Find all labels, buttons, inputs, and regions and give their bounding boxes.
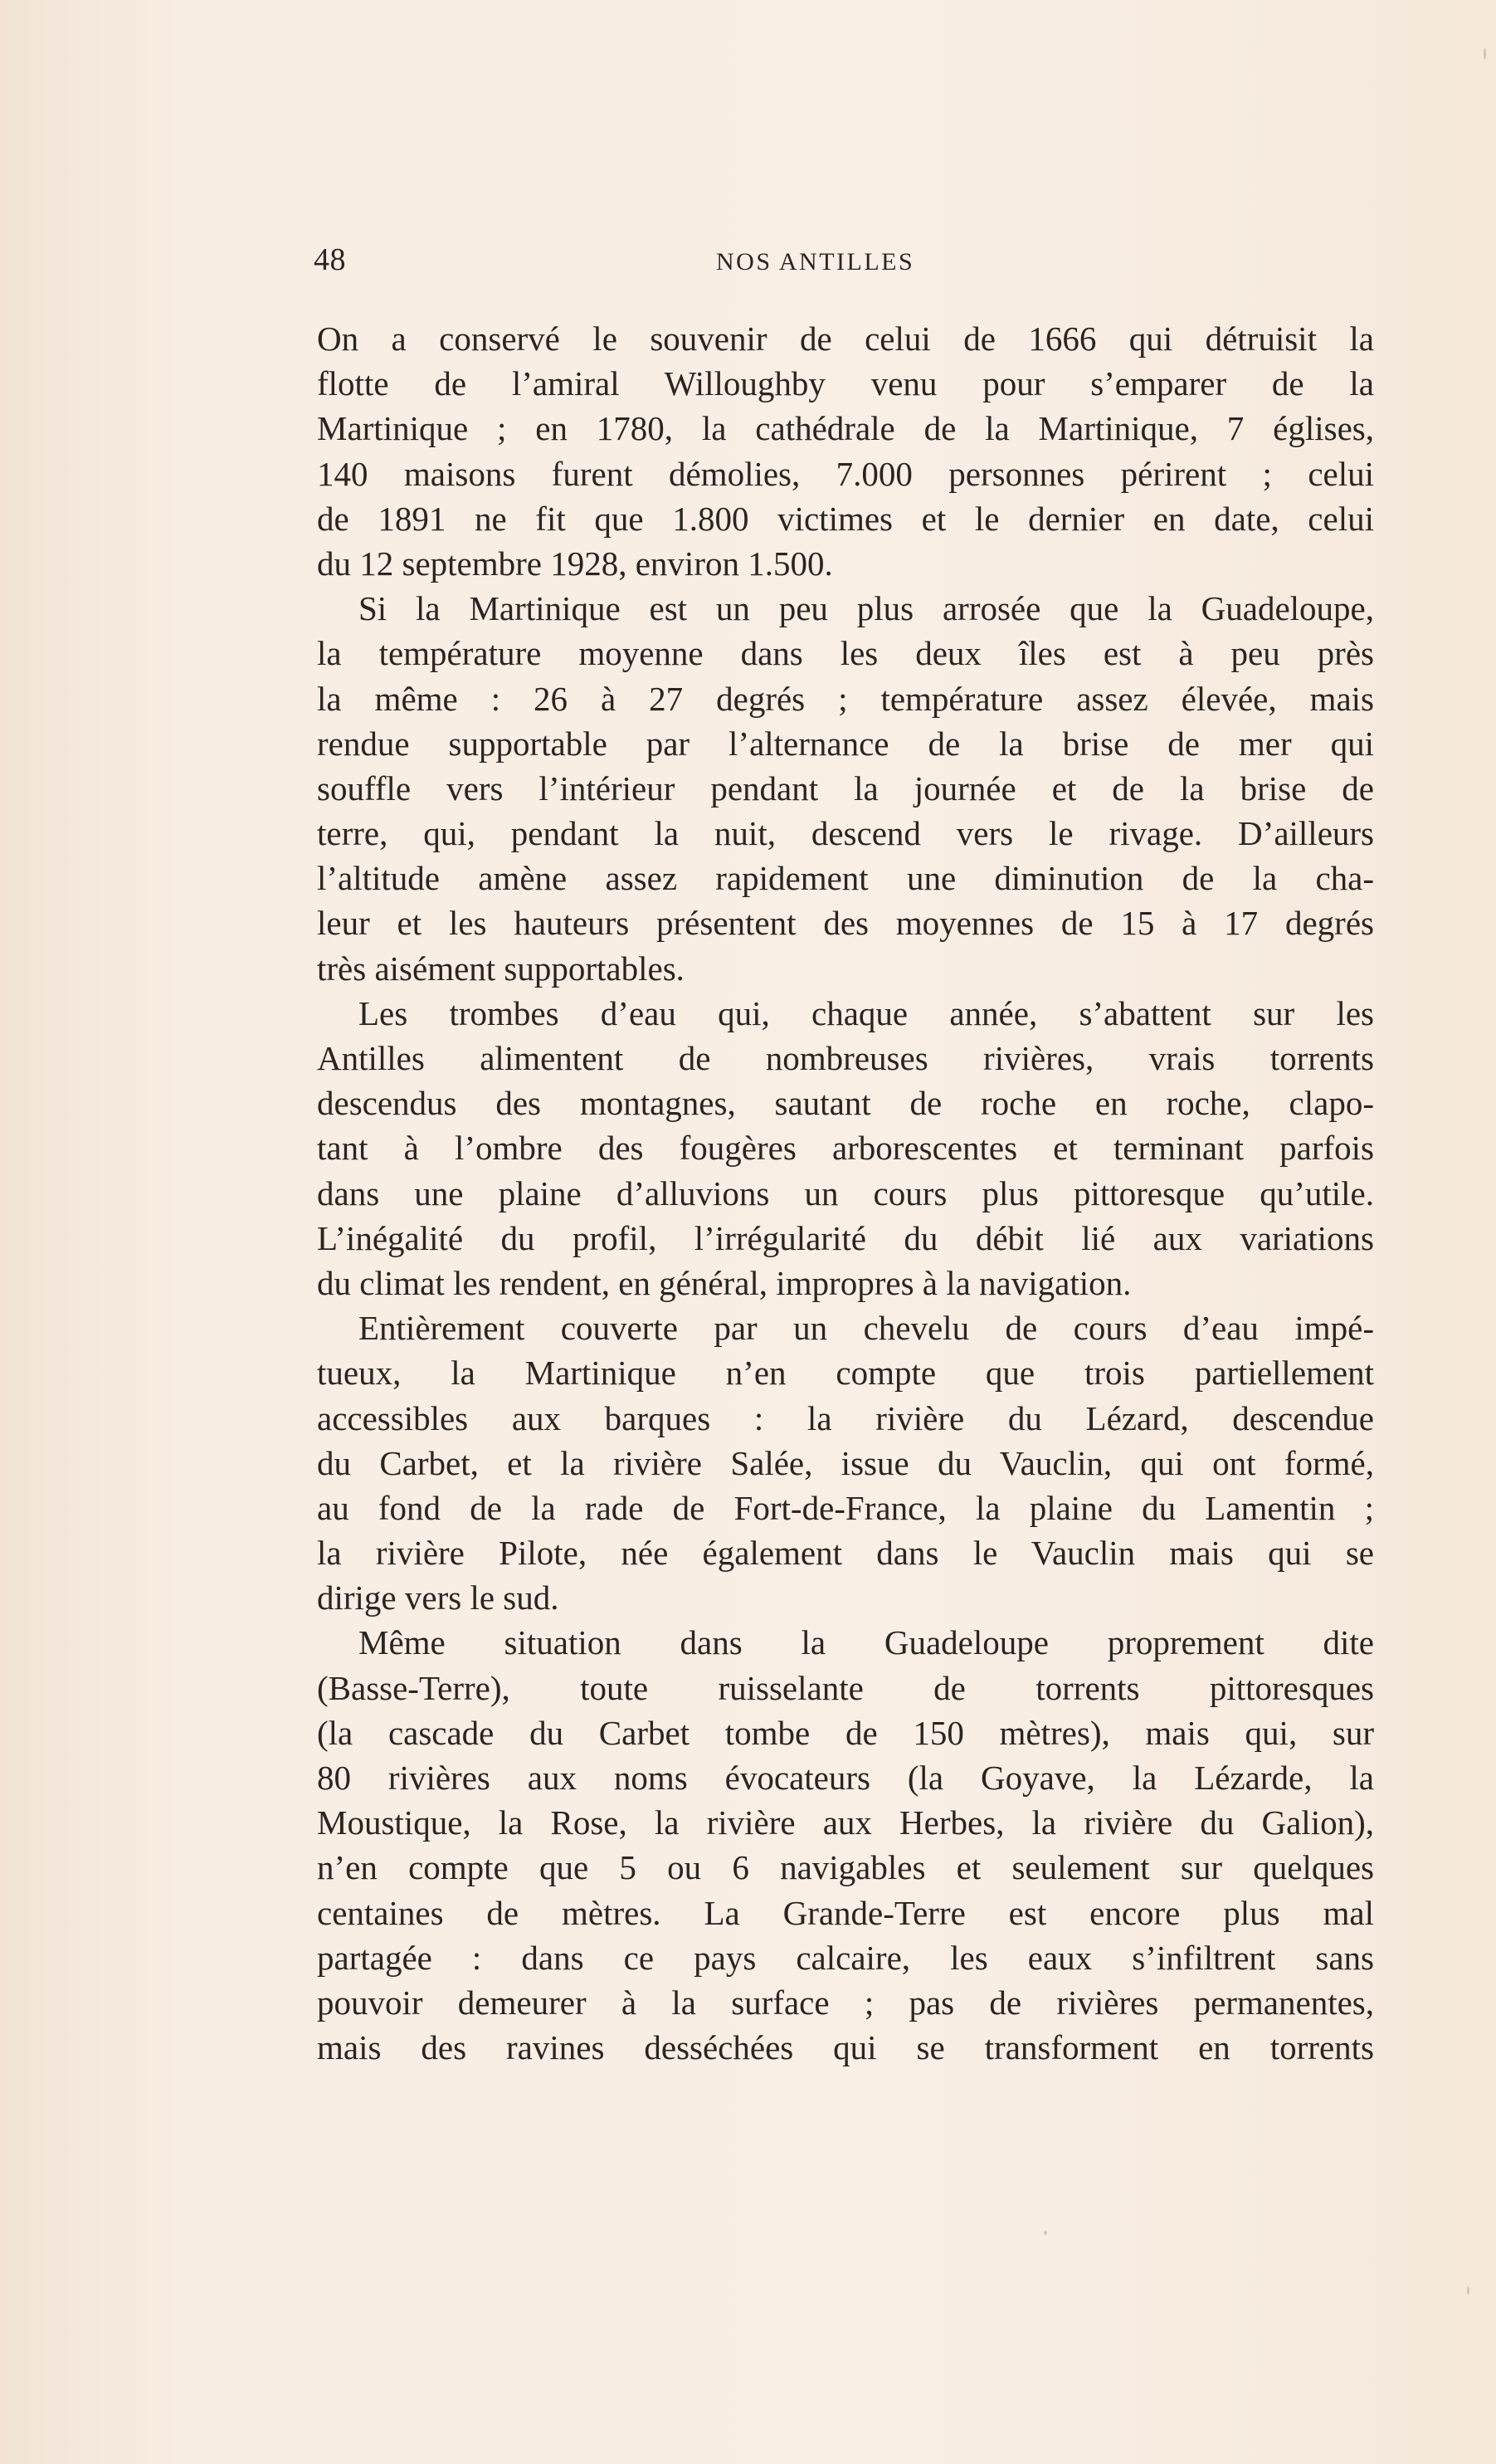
- text-line: très aisément supportables.: [317, 949, 685, 988]
- text-line: souffle vers l’intérieur pendant la journée et de la brise de: [317, 768, 1374, 808]
- text-line: la rivière Pilote, née également dans le Vauclin mais qui se: [317, 1534, 1374, 1573]
- text-line: (la cascade du Carbet tombe de 150 mètres), mais qui, sur: [317, 1713, 1374, 1752]
- text-line: descendus des montagnes, sautant de roche en roche, clapo-: [317, 1084, 1374, 1123]
- text-line: 140 maisons furent démolies, 7.000 personnes périrent ; celui: [317, 454, 1374, 493]
- text-line: mais des ravines desséchées qui se transforment en torrents: [317, 2028, 1374, 2067]
- text-line: terre, qui, pendant la nuit, descend vers le rivage. D’ailleurs: [317, 814, 1374, 853]
- paper-speck: [1044, 2231, 1047, 2235]
- text-line: flotte de l’amiral Willoughby venu pour s’emparer de la: [317, 364, 1374, 403]
- text-line: rendue supportable par l’alternance de la brise de mer qui: [317, 724, 1374, 763]
- paper-speck: [1467, 2286, 1469, 2295]
- text-line: la même : 26 à 27 degrés ; température assez élevée, mais: [317, 679, 1374, 718]
- page-header: [314, 239, 1374, 281]
- paragraph-2: [317, 586, 1374, 991]
- text-line: accessibles aux barques : la rivière du Lézard, descendue: [317, 1398, 1374, 1437]
- text-line: Entièrement couverte par un chevelu de cours d’eau impé-: [358, 1309, 1374, 1348]
- text-line: L’inégalité du profil, l’irrégularité du débit lié aux variations: [317, 1218, 1374, 1257]
- paragraph-5: [317, 1620, 1374, 2070]
- text-line: Martinique ; en 1780, la cathédrale de la Martinique, 7 églises,: [317, 409, 1374, 448]
- text-line: centaines de mètres. La Grande-Terre est encore plus mal: [317, 1893, 1374, 1932]
- text-line: (Basse-Terre), toute ruisselante de torrents pittoresques: [317, 1668, 1374, 1707]
- paragraph-1: [317, 316, 1374, 586]
- text-line: Si la Martinique est un peu plus arrosée que la Guadeloupe,: [358, 589, 1374, 628]
- text-line: dans une plaine d’alluvions un cours plus pittoresque qu’utile.: [317, 1173, 1374, 1212]
- paper-speck: [1484, 48, 1486, 60]
- paragraph-4: [317, 1305, 1374, 1620]
- text-line: On a conservé le souvenir de celui de 1666 qui détruisit la: [317, 320, 1374, 358]
- text-line: Même situation dans la Guadeloupe proprement dite: [358, 1623, 1374, 1662]
- text-line: Antilles alimentent de nombreuses rivières, vrais torrents: [317, 1039, 1374, 1077]
- page-number: 48: [314, 242, 346, 277]
- text-line: dirige vers le sud.: [317, 1578, 559, 1617]
- text-line: 80 rivières aux noms évocateurs (la Goyave, la Lézarde, la: [317, 1759, 1374, 1797]
- text-line: n’en compte que 5 ou 6 navigables et seulement sur quelques: [317, 1848, 1374, 1887]
- paragraph-3: [317, 991, 1374, 1305]
- text-line: au fond de la rade de Fort-de-France, la plaine du Lamentin ;: [317, 1488, 1374, 1527]
- text-line: de 1891 ne fit que 1.800 victimes et le dernier en date, celui: [317, 499, 1374, 538]
- text-line: Moustique, la Rose, la rivière aux Herbes, la rivière du Galion),: [317, 1803, 1374, 1842]
- text-line: Les trombes d’eau qui, chaque année, s’abattent sur les: [358, 993, 1374, 1032]
- text-line: tueux, la Martinique n’en compte que trois partiellement: [317, 1354, 1374, 1393]
- text-line: leur et les hauteurs présentent des moyennes de 15 à 17 degrés: [317, 904, 1374, 943]
- body-text: [317, 316, 1374, 2070]
- text-line: partagée : dans ce pays calcaire, les eaux s’infiltrent sans: [317, 1938, 1374, 1977]
- text-line: du climat les rendent, en général, impropres à la navigation.: [317, 1263, 1132, 1302]
- text-line: pouvoir demeurer à la surface ; pas de rivières permanentes,: [317, 1983, 1374, 2022]
- running-title: NOS ANTILLES: [716, 248, 915, 276]
- text-line: la température moyenne dans les deux îles est à peu près: [317, 634, 1374, 673]
- text-line: du 12 septembre 1928, environ 1.500.: [317, 544, 833, 583]
- text-line: tant à l’ombre des fougères arborescentes et terminant parfois: [317, 1129, 1374, 1168]
- text-line: l’altitude amène assez rapidement une diminution de la cha-: [317, 859, 1374, 898]
- text-line: du Carbet, et la rivière Salée, issue du Vauclin, qui ont formé,: [317, 1443, 1374, 1482]
